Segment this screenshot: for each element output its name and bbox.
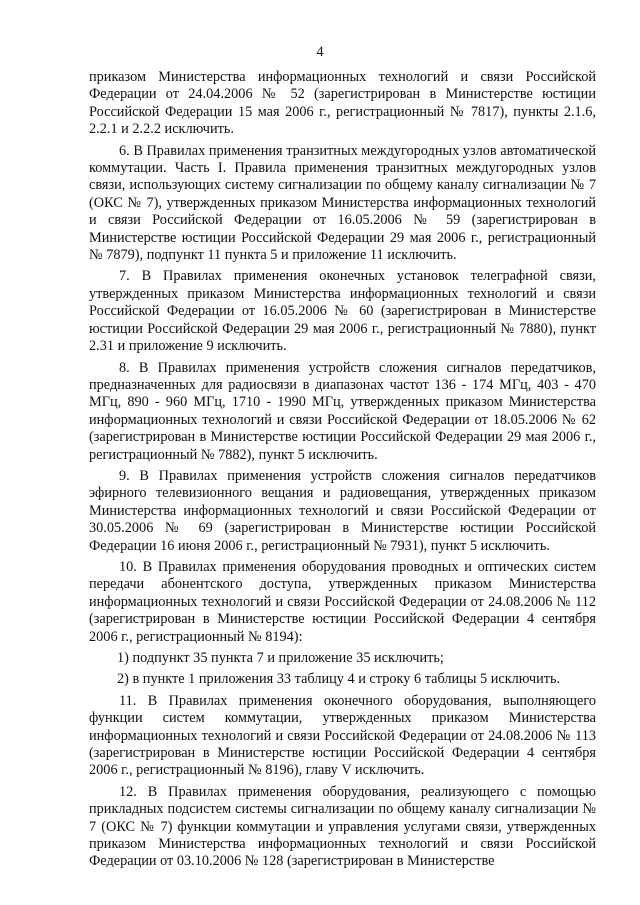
paragraph-item-10: 10. В Правилах применения оборудования проводных и оптических систем передачи абонентского доступа, утвержденных приказом Министерства информационных технологий и связи Российской Федерации от 24.08.2006 № 112 (зарегистрирован в Министерстве юстиции Российской Федерации 4 сентября 2006 г., регистрационный № 8194):	[89, 558, 596, 645]
subitem-1: 1) подпункт 35 пункта 7 и приложение 35 исключить;	[117, 650, 444, 666]
paragraph-item-11: 11. В Правилах применения оконечного оборудования, выполняющего функции систем коммутации, утвержденных приказом Министерства информационных технологий и связи Российской Федерации от 24.08.2006 № 113 (зарегистрирован в Министерстве юстиции Российской Федерации 4 сентября 2006 г., регистрационный № 8196), главу V исключить.	[89, 692, 596, 779]
paragraph-item-6: 6. В Правилах применения транзитных междугородных узлов автоматической коммутации. Часть I. Правила применения транзитных междугородных узлов связи, использующих систему сигнализации по общему каналу сигнализации № 7 (ОКС № 7), утвержденных приказом Министерства информационных технологий и связи Российской Федерации от 16.05.2006 № 59 (зарегистрирован в Министерстве юстиции Российской Федерации 29 мая 2006 г., регистрационный № 7879), подпункт 11 пункта 5 и приложение 11 исключить.	[89, 142, 596, 264]
subitem-2: 2) в пункте 1 приложения 33 таблицу 4 и строку 6 таблицы 5 исключить.	[117, 671, 561, 688]
paragraph-item-12: 12. В Правилах применения оборудования, реализующего с помощью прикладных подсистем системы сигнализации по общему каналу сигнализации № 7 (ОКС № 7) функции коммутации и управления услугами связи, утвержденных приказом Министерства информационных технологий и связи Российской Федерации от 03.10.2006 № 128 (зарегистрирован в Министерстве	[89, 783, 596, 870]
document-body	[89, 69, 596, 875]
paragraph-item-8: 8. В Правилах применения устройств сложения сигналов передатчиков, предназначенных для радиосвязи в диапазонах частот 136 - 174 МГц, 403 - 470 МГц, 890 - 960 МГц, 1710 - 1990 МГц, утвержденных приказом Министерства информационных технологий и связи Российской Федерации от 18.05.2006 № 62 (зарегистрирован в Министерстве юстиции Российской Федерации 29 мая 2006 г., регистрационный № 7882), пункт 5 исключить.	[89, 359, 596, 463]
paragraph-continuation: приказом Министерства информационных технологий и связи Российской Федерации от 24.04.2006 № 52 (зарегистрирован в Министерстве юстиции Российской Федерации 15 мая 2006 г., регистрационный № 7817), пункты 2.1.6, 2.2.1 и 2.2.2 исключить.	[89, 69, 596, 138]
paragraph-item-9: 9. В Правилах применения устройств сложения сигналов передатчиков эфирного телевизионного вещания и радиовещания, утвержденных приказом Министерства информационных технологий и связи Российской Федерации от 30.05.2006 № 69 (зарегистрирован в Министерстве юстиции Российской Федерации 16 июня 2006 г., регистрационный № 7931), пункт 5 исключить.	[89, 467, 596, 554]
page-number: 4	[316, 44, 324, 60]
paragraph-item-7: 7. В Правилах применения оконечных установок телеграфной связи, утвержденных приказом Министерства информационных технологий и связи Российской Федерации от 16.05.2006 № 60 (зарегистрирован в Министерстве юстиции Российской Федерации 29 мая 2006 г., регистрационный № 7880), пункт 2.31 и приложение 9 исключить.	[89, 268, 596, 355]
